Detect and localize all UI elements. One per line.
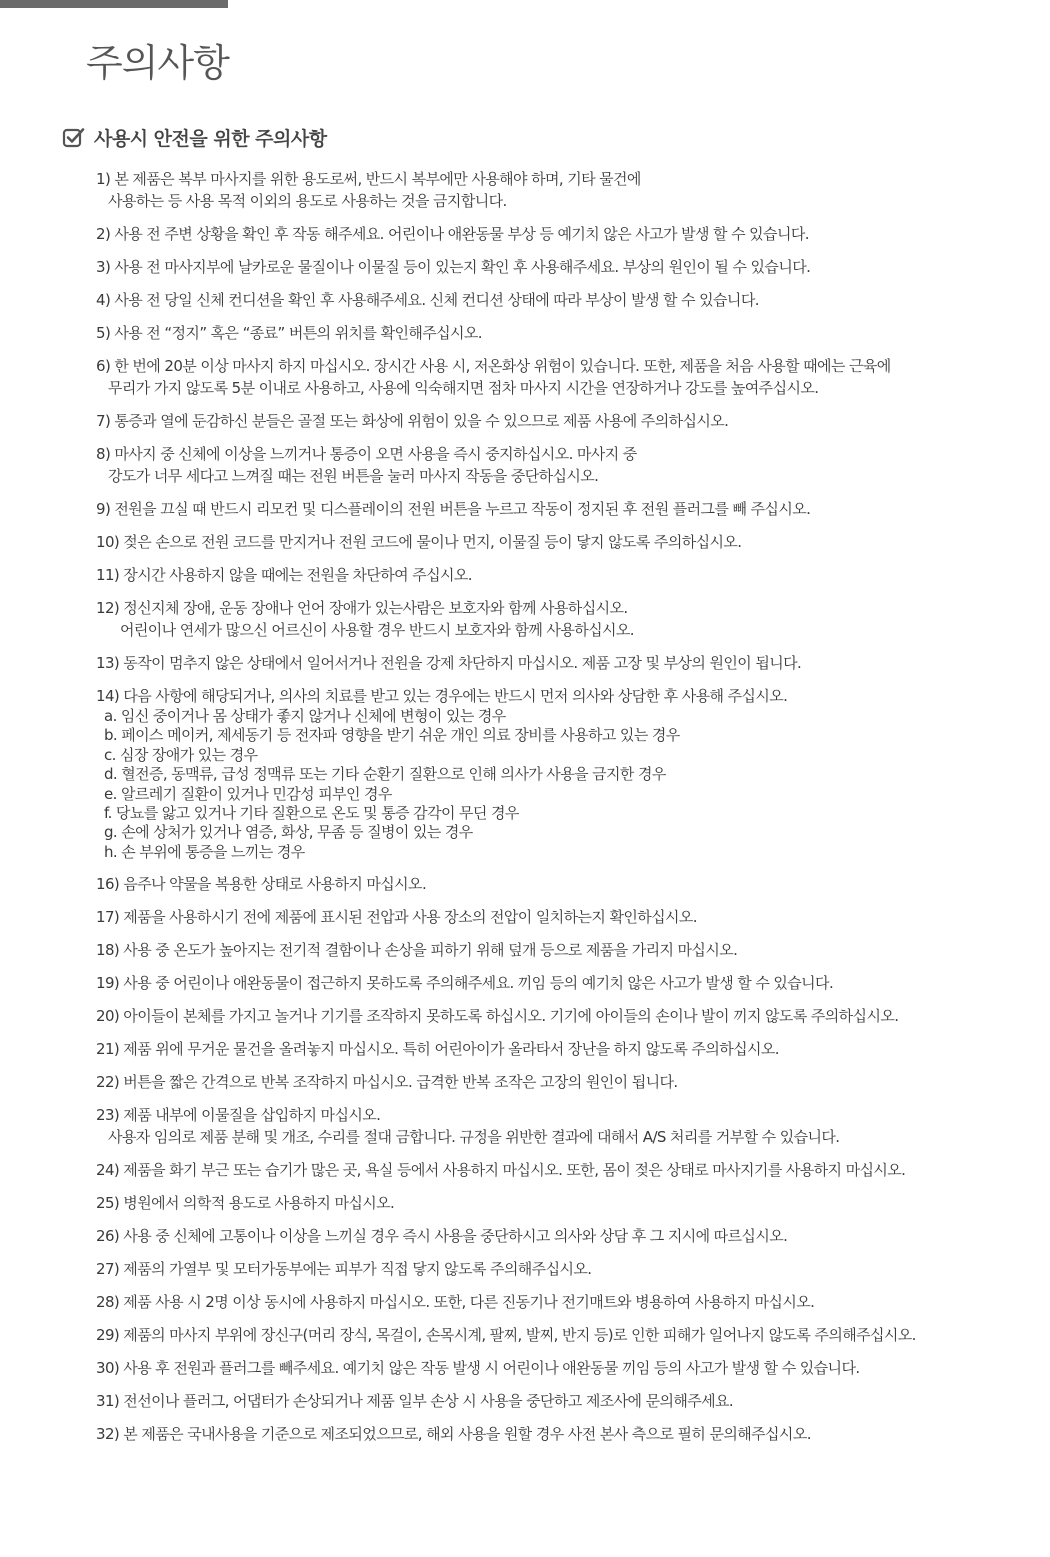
- caution-item-text: 22) 버튼을 짧은 간격으로 반복 조작하지 마십시오. 급격한 반복 조작은 고장의 원인이 됩니다.: [96, 1073, 678, 1092]
- caution-item: [96, 498, 1016, 520]
- caution-subitem: f. 당뇨를 앓고 있거나 기타 질환으로 온도 및 통증 감각이 무딘 경우: [104, 804, 519, 823]
- caution-item: [96, 223, 1016, 245]
- caution-item-text: 8) 마사지 중 신체에 이상을 느끼거나 통증이 오면 사용을 즉시 중지하십시오. 마사지 중: [96, 445, 637, 463]
- caution-item: [96, 410, 1016, 432]
- caution-item: [96, 1423, 1016, 1445]
- caution-item: [96, 906, 1016, 928]
- caution-item: [96, 1258, 1016, 1280]
- caution-item-text: 5) 사용 전 “정지” 혹은 “종료” 버튼의 위치를 확인해주십시오.: [96, 324, 482, 342]
- caution-item-text: 18) 사용 중 온도가 높아지는 전기적 결함이나 손상을 피하기 위해 덮개 등으로 제품을 가리지 마십시오.: [96, 941, 738, 960]
- caution-item: [96, 873, 1016, 895]
- caution-item: [96, 597, 1016, 641]
- caution-item-text: 31) 전선이나 플러그, 어댑터가 손상되거나 제품 일부 손상 시 사용을 중단하고 제조사에 문의해주세요.: [96, 1392, 734, 1411]
- caution-item: [96, 564, 1016, 586]
- top-accent-bar: [0, 0, 228, 8]
- caution-item: [96, 322, 1016, 344]
- caution-item: [96, 1291, 1016, 1313]
- caution-item: [96, 1005, 1016, 1027]
- caution-item-text: 2) 사용 전 주변 상황을 확인 후 작동 해주세요. 어린이나 애완동물 부상 등 예기치 않은 사고가 발생 할 수 있습니다.: [96, 225, 809, 243]
- section-header: [62, 124, 327, 151]
- caution-subitem: c. 심장 장애가 있는 경우: [104, 745, 258, 764]
- caution-item: [96, 1192, 1016, 1214]
- caution-subitem: a. 임신 중이거나 몸 상태가 좋지 않거나 신체에 변형이 있는 경우: [104, 707, 506, 725]
- caution-item: [96, 1324, 1016, 1346]
- caution-item: [96, 1225, 1016, 1247]
- caution-item: [96, 939, 1016, 961]
- caution-item-text: 16) 음주나 약물을 복용한 상태로 사용하지 마십시오.: [96, 875, 427, 894]
- caution-item: [96, 652, 1016, 674]
- caution-item: [96, 972, 1016, 994]
- caution-item-text: 19) 사용 중 어린이나 애완동물이 접근하지 못하도록 주의해주세요. 끼임 등의 예기치 않은 사고가 발생 할 수 있습니다.: [96, 974, 834, 993]
- caution-item-text: 9) 전원을 끄실 때 반드시 리모컨 및 디스플레이의 전원 버튼을 누르고 작동이 정지된 후 전원 플러그를 빼 주십시오.: [96, 500, 811, 518]
- caution-item: [96, 1390, 1016, 1412]
- caution-item-text: 24) 제품을 화기 부근 또는 습기가 많은 곳, 욕실 등에서 사용하지 마십시오. 또한, 몸이 젖은 상태로 마사지기를 사용하지 마십시오.: [96, 1161, 906, 1180]
- caution-item-text: 21) 제품 위에 무거운 물건을 올려놓지 마십시오. 특히 어린아이가 올라타서 장난을 하지 않도록 주의하십시오.: [96, 1040, 779, 1059]
- caution-item-text: 6) 한 번에 20분 이상 마사지 하지 마십시오. 장시간 사용 시, 저온화상 위험이 있습니다. 또한, 제품을 처음 사용할 때에는 근육에: [96, 357, 891, 375]
- caution-subitem: d. 혈전증, 동맥류, 급성 정맥류 또는 기타 순환기 질환으로 인해 의사가 사용을 금지한 경우: [104, 765, 666, 784]
- caution-subitem: g. 손에 상처가 있거나 염증, 화상, 무좀 등 질병이 있는 경우: [104, 823, 473, 842]
- caution-subitem: e. 알르레기 질환이 있거나 민감성 피부인 경우: [104, 784, 392, 803]
- caution-item-text: 27) 제품의 가열부 및 모터가동부에는 피부가 직접 닿지 않도록 주의해주십시오.: [96, 1260, 592, 1279]
- page-title: 주의사항: [86, 41, 229, 85]
- caution-item-text: 29) 제품의 마사지 부위에 장신구(머리 장식, 목걸이, 손목시계, 팔찌, 발찌, 반지 등)로 인한 피해가 일어나지 않도록 주의해주십시오.: [96, 1326, 916, 1345]
- caution-item: [96, 1038, 1016, 1060]
- caution-item: [96, 289, 1016, 311]
- caution-item-text: 25) 병원에서 의학적 용도로 사용하지 마십시오.: [96, 1194, 395, 1213]
- caution-item-text: 10) 젖은 손으로 전원 코드를 만지거나 전원 코드에 물이나 먼지, 이물질 등이 닿지 않도록 주의하십시오.: [96, 533, 742, 551]
- caution-item-text: 4) 사용 전 당일 신체 컨디션을 확인 후 사용해주세요. 신체 컨디션 상태에 따라 부상이 발생 할 수 있습니다.: [96, 291, 759, 309]
- caution-item-text: 11) 장시간 사용하지 않을 때에는 전원을 차단하여 주십시오.: [96, 566, 472, 584]
- caution-sublist: [96, 707, 1016, 862]
- caution-item: [96, 168, 1016, 212]
- caution-list: [96, 168, 1016, 1456]
- caution-item: [96, 685, 1016, 862]
- caution-item: [96, 355, 1016, 399]
- caution-subitem: b. 페이스 메이커, 제세동기 등 전자파 영향을 받기 쉬운 개인 의료 장비를 사용하고 있는 경우: [104, 726, 680, 745]
- caution-item-text: 13) 동작이 멈추지 않은 상태에서 일어서거나 전원을 강제 차단하지 마십시오. 제품 고장 및 부상의 원인이 됩니다.: [96, 654, 802, 672]
- caution-item: [96, 1104, 1016, 1148]
- caution-item-text: 23) 제품 내부에 이물질을 삽입하지 마십시오.: [96, 1106, 381, 1125]
- caution-item-text: 7) 통증과 열에 둔감하신 분들은 골절 또는 화상에 위험이 있을 수 있으므로 제품 사용에 주의하십시오.: [96, 412, 729, 430]
- caution-item-continuation: 무리가 가지 않도록 5분 이내로 사용하고, 사용에 익숙해지면 점차 마사지 시간을 연장하거나 강도를 높여주십시오.: [108, 379, 819, 397]
- section-title: 사용시 안전을 위한 주의사항: [94, 128, 327, 150]
- caution-item-continuation: 어린이나 연세가 많으신 어르신이 사용할 경우 반드시 보호자와 함께 사용하십시오.: [120, 621, 634, 639]
- caution-item: [96, 443, 1016, 487]
- caution-item: [96, 1071, 1016, 1093]
- caution-item: [96, 1159, 1016, 1181]
- caution-item-continuation: 사용하는 등 사용 목적 이외의 용도로 사용하는 것을 금지합니다.: [108, 192, 507, 210]
- caution-item-continuation: 사용자 임의로 제품 분해 및 개조, 수리를 절대 금합니다. 규정을 위반한 결과에 대해서 A/S 처리를 거부할 수 있습니다.: [108, 1128, 840, 1147]
- caution-item-continuation: 강도가 너무 세다고 느껴질 때는 전원 버튼을 눌러 마사지 작동을 중단하십시오.: [108, 467, 599, 485]
- caution-item: [96, 256, 1016, 278]
- caution-item-text: 26) 사용 중 신체에 고통이나 이상을 느끼실 경우 즉시 사용을 중단하시고 의사와 상담 후 그 지시에 따르십시오.: [96, 1227, 788, 1246]
- caution-item-text: 1) 본 제품은 복부 마사지를 위한 용도로써, 반드시 복부에만 사용해야 하며, 기타 물건에: [96, 170, 641, 188]
- caution-item-text: 32) 본 제품은 국내사용을 기준으로 제조되었으므로, 해외 사용을 원할 경우 사전 본사 측으로 필히 문의해주십시오.: [96, 1425, 811, 1444]
- caution-item: [96, 1357, 1016, 1379]
- caution-item-text: 12) 정신지체 장애, 운동 장애나 언어 장애가 있는사람은 보호자와 함께 사용하십시오.: [96, 599, 628, 617]
- caution-item-text: 20) 아이들이 본체를 가지고 놀거나 기기를 조작하지 못하도록 하십시오. 기기에 아이들의 손이나 발이 끼지 않도록 주의하십시오.: [96, 1007, 899, 1026]
- caution-item: [96, 531, 1016, 553]
- caution-item-text: 28) 제품 사용 시 2명 이상 동시에 사용하지 마십시오. 또한, 다른 진동기나 전기매트와 병용하여 사용하지 마십시오.: [96, 1293, 815, 1312]
- checkbox-icon: [62, 126, 86, 150]
- caution-item-text: 3) 사용 전 마사지부에 날카로운 물질이나 이물질 등이 있는지 확인 후 사용해주세요. 부상의 원인이 될 수 있습니다.: [96, 258, 811, 276]
- caution-item-text: 14) 다음 사항에 해당되거나, 의사의 치료를 받고 있는 경우에는 반드시 먼저 의사와 상담한 후 사용해 주십시오.: [96, 687, 788, 705]
- caution-item-text: 17) 제품을 사용하시기 전에 제품에 표시된 전압과 사용 장소의 전압이 일치하는지 확인하십시오.: [96, 908, 697, 927]
- caution-item-text: 30) 사용 후 전원과 플러그를 빼주세요. 예기치 않은 작동 발생 시 어린이나 애완동물 끼임 등의 사고가 발생 할 수 있습니다.: [96, 1359, 860, 1378]
- caution-subitem: h. 손 부위에 통증을 느끼는 경우: [104, 842, 305, 861]
